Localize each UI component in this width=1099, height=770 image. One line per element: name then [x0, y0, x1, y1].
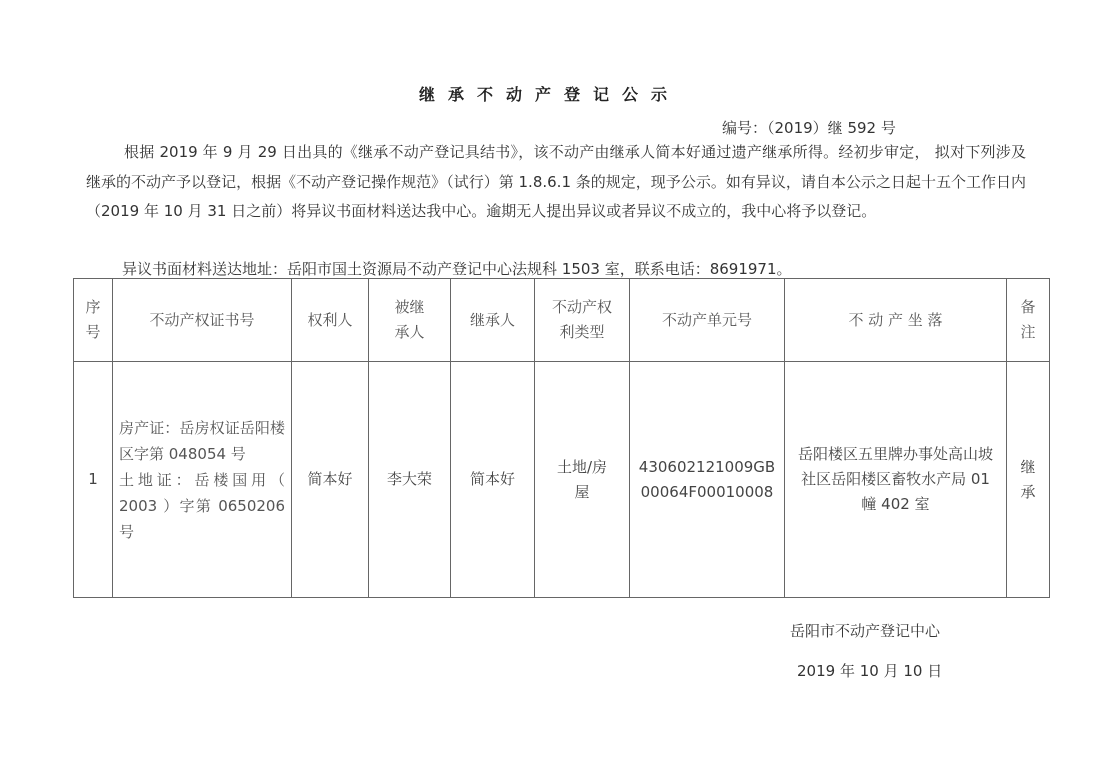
table-header-row: [74, 279, 1050, 362]
document-title: 继承不动产登记公示: [418, 85, 680, 104]
cert-land: 土地证：岳楼国用（ 2003 ）字第 0650206 号: [119, 470, 285, 541]
registration-table: [73, 278, 1050, 598]
notice-paragraph: 根据 2019 年 9 月 29 日出具的《继承不动产登记具结书》，该不动产由继承人简本好通过遗产继承所得。经初步审定， 拟对下列涉及继承的不动产予以登记，根据《不动产登记操作规范》（试行）第 1.8.6.1 条的规定，现予公示。如有异议，请自本公示之日起十五个工作日内（2019 年 10 月 31 日之前）将异议书面材料送达我中心。逾期无人提出异议或者异议不成立的，我中心将予以登记。: [86, 143, 1026, 220]
table-row: [74, 362, 1050, 598]
document-number: 编号：（2019）继 592 号: [722, 119, 896, 137]
cell-heir: 简本好: [451, 362, 535, 598]
cert-house: 房产证：岳房权证岳阳楼区字第 048054 号: [119, 418, 285, 463]
cell-owner: 简本好: [292, 362, 369, 598]
header-unit-no: 不动产单元号: [630, 279, 785, 362]
issue-date: 2019 年 10 月 10 日: [797, 662, 943, 680]
header-remark: 备注: [1007, 279, 1050, 362]
header-right-type: 不动产权利类型: [535, 279, 630, 362]
cell-right-type: 土地/房屋: [535, 362, 630, 598]
header-owner: 权利人: [292, 279, 369, 362]
header-seq: 序号: [74, 279, 113, 362]
cell-seq: 1: [74, 362, 113, 598]
header-heir: 继承人: [451, 279, 535, 362]
header-deceased: 被继承人: [369, 279, 451, 362]
cell-deceased: 李大荣: [369, 362, 451, 598]
header-location: 不 动 产 坐 落: [785, 279, 1007, 362]
cell-cert: [113, 362, 292, 598]
cell-location: 岳阳楼区五里牌办事处高山坡社区岳阳楼区畜牧水产局 01 幢 402 室: [785, 362, 1007, 598]
issuing-organization: 岳阳市不动产登记中心: [790, 622, 941, 640]
cell-remark: 继承: [1007, 362, 1050, 598]
objection-address: 异议书面材料送达地址：岳阳市国土资源局不动产登记中心法规科 1503 室，联系电话：8691971。: [122, 260, 792, 278]
cell-unit-no: 430602121009GB00064F00010008: [630, 362, 785, 598]
header-cert: 不动产权证书号: [113, 279, 292, 362]
